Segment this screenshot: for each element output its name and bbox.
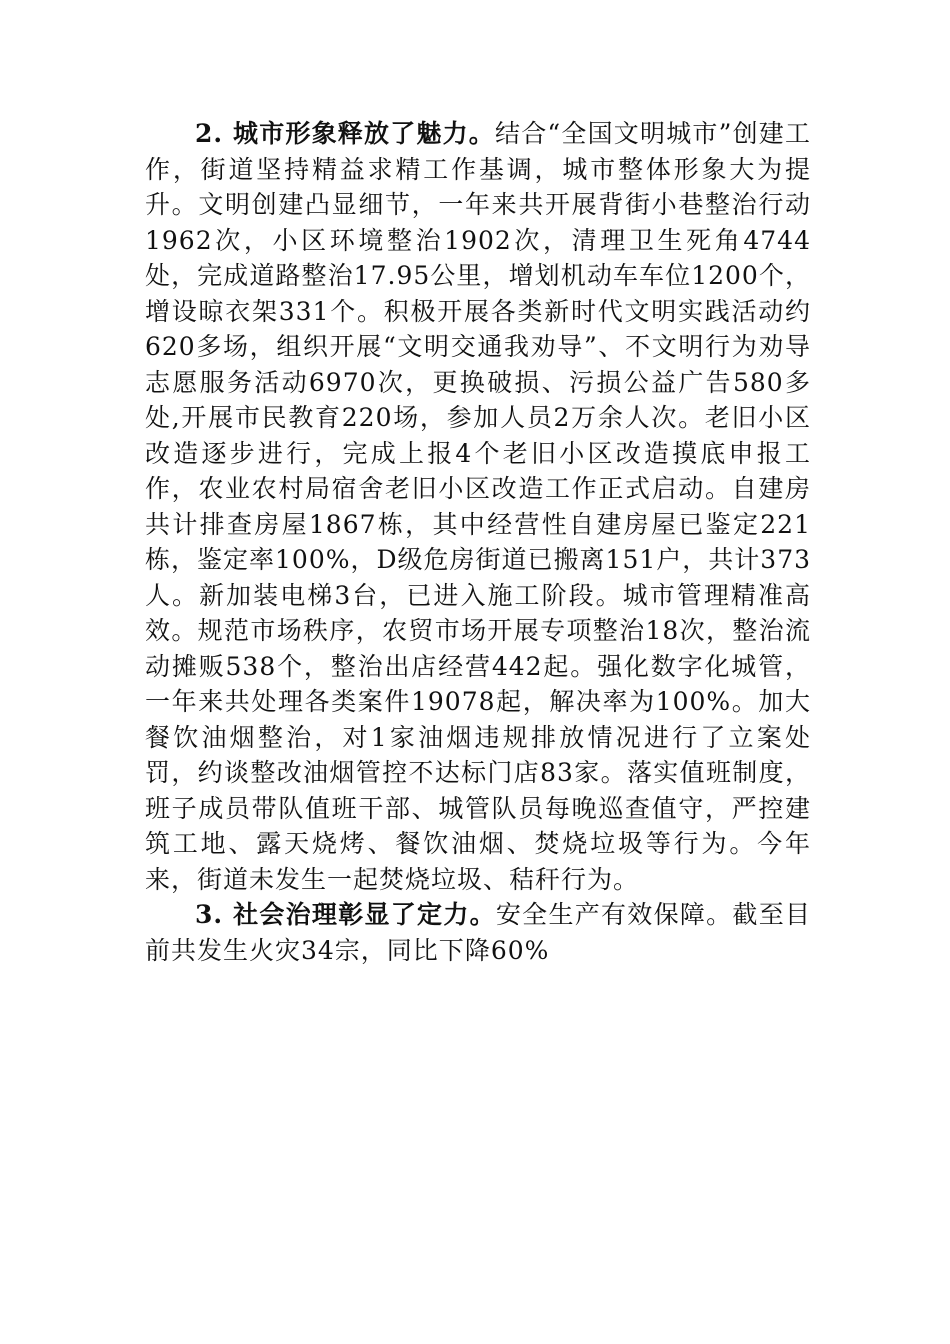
paragraph-city-image	[145, 116, 811, 897]
paragraph-heading: 3. 社会治理彰显了定力。	[195, 900, 496, 929]
paragraph-social-governance	[145, 897, 811, 968]
paragraph-text: 安全生产有效保障。截至目前共发生火灾34宗，同比下降60%	[145, 900, 811, 965]
paragraph-text: 结合“全国文明城市”创建工作，街道坚持精益求精工作基调，城市整体形象大为提升。文明创建凸显细节，一年来共开展背街小巷整治行动1962次，小区环境整治1902次，清理卫生死角4744处，完成道路整治17.95公里，增划机动车车位1200个，增设晾衣架331个。积极开展各类新时代文明实践活动约620多场，组织开展“文明交通我劝导”、不文明行为劝导志愿服务活动6970次，更换破损、污损公益广告580多处,开展市民教育220场，参加人员2万余人次。老旧小区改造逐步进行，完成上报4个老旧小区改造摸底申报工作，农业农村局宿舍老旧小区改造工作正式启动。自建房共计排查房屋1867栋，其中经营性自建房屋已鉴定221栋，鉴定率100%，D级危房街道已搬离151户，共计373人。新加装电梯3台，已进入施工阶段。城市管理精准高效。规范市场秩序，农贸市场开展专项整治18次，整治流动摊贩538个，整治出店经营442起。强化数字化城管，一年来共处理各类案件19078起，解决率为100%。加大餐饮油烟整治，对1家油烟违规排放情况进行了立案处罚，约谈整改油烟管控不达标门店83家。落实值班制度，班子成员带队值班干部、城管队员每晚巡查值守，严控建筑工地、露天烧烤、餐饮油烟、焚烧垃圾等行为。今年来，街道未发生一起焚烧垃圾、秸秆行为。	[145, 119, 811, 894]
paragraph-heading: 2. 城市形象释放了魅力。	[195, 119, 496, 148]
document-body	[145, 116, 811, 968]
